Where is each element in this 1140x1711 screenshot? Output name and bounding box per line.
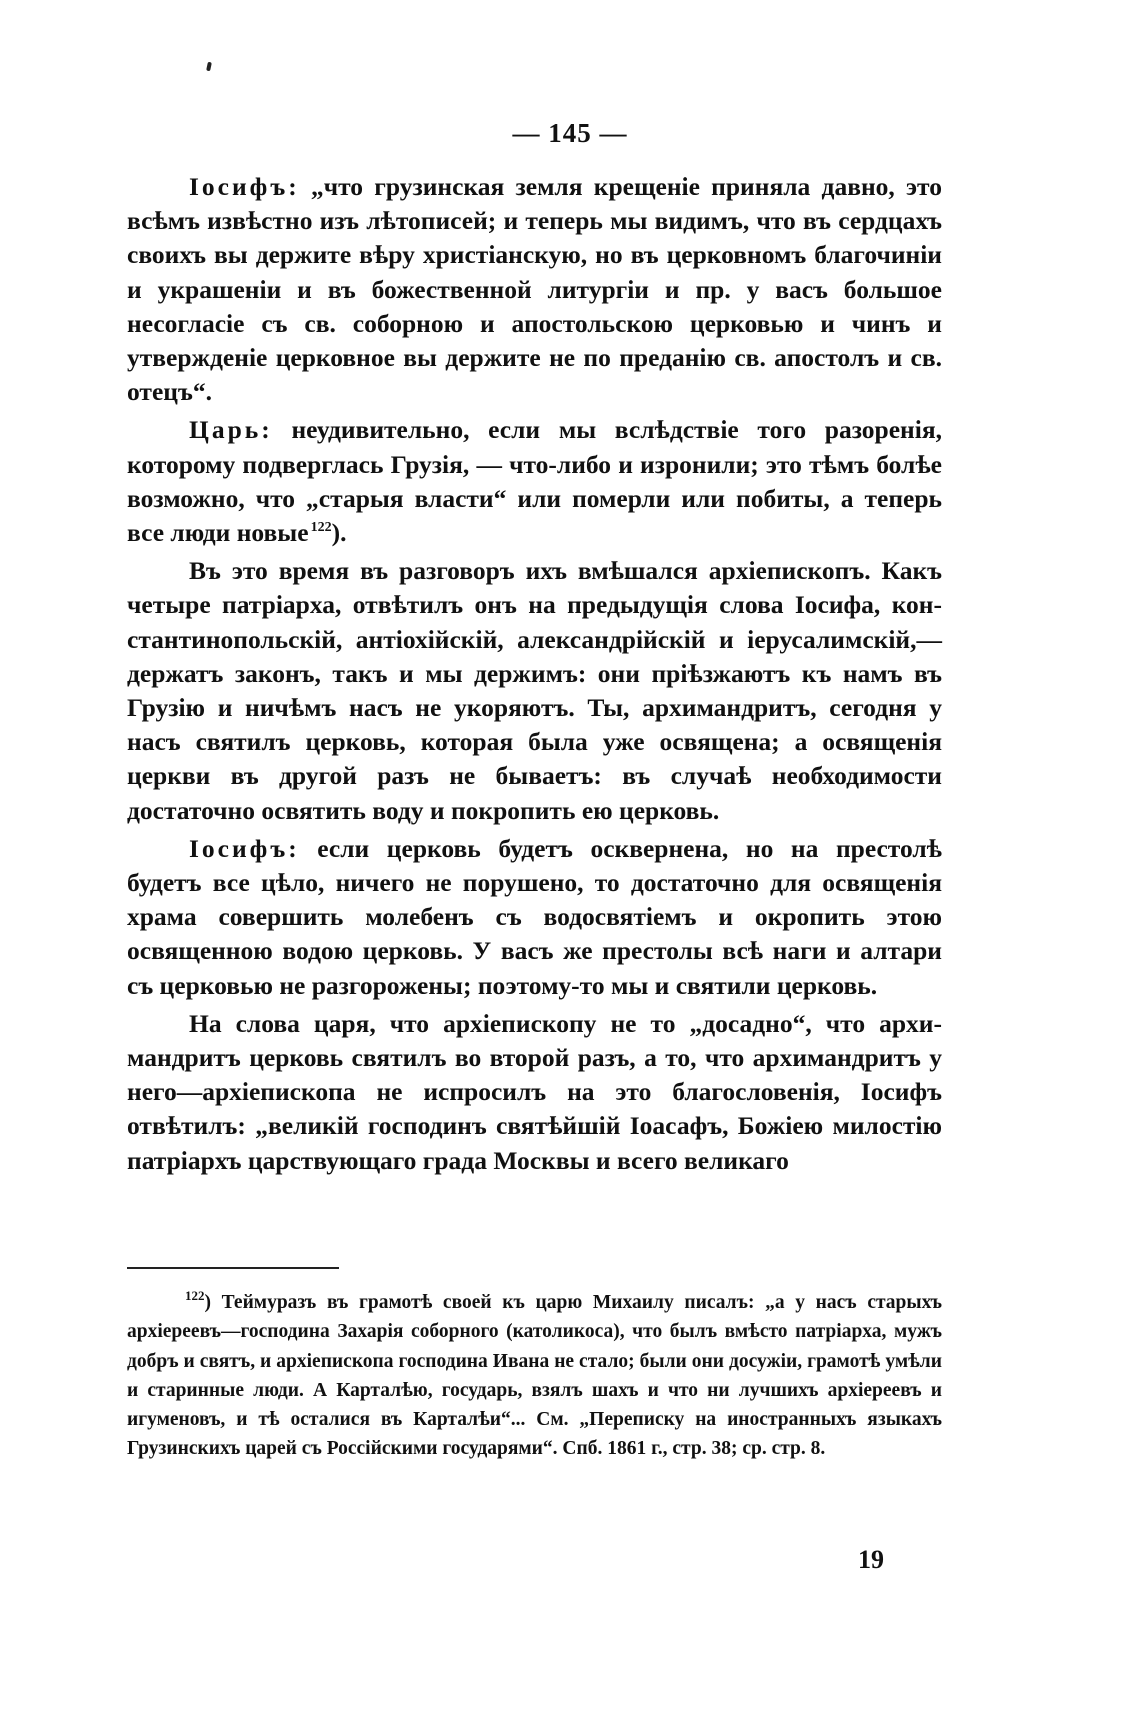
paragraph-4 xyxy=(127,832,942,1003)
footnote-marker: 122 xyxy=(185,1288,205,1303)
ink-speck xyxy=(206,62,212,72)
paragraph-1 xyxy=(127,170,942,409)
speaker-label: Іосифъ: xyxy=(189,172,300,201)
paragraph-text-end: ). xyxy=(331,518,347,548)
paragraph-text: Въ это время въ разговоръ ихъ вмѣшался архіепископъ. Какъ четыре патріарха, отвѣтилъ онъ на предыдущія слова Іосифа, константинопольскій, антіохійскій, александрійскій и іерусалимскій,— держатъ законъ, такъ и мы держимъ: они пріѣзжаютъ къ намъ въ Грузію и ничѣмъ насъ не укоряютъ. Ты, архимандритъ, сегодня у насъ святилъ церковь, которая была уже освящена; а освященія церкви въ другой разъ не бываетъ: въ случаѣ необходимости достаточно освятить воду и покропить ею церковь. xyxy=(127,556,942,825)
paragraph-text: если церковь будетъ осквернена, но на престолѣ будетъ все цѣло, ничего не порушено, то достаточно для освященія храма совершить молебенъ съ водосвятіемъ и окропить этою освященною водою церковь. У васъ же престолы всѣ наги и алтари съ церковью не разгорожены; поэтому-то мы и святили церковь. xyxy=(127,833,942,1000)
paragraph-text: На слова царя, что архіепископу не то „досадно“, что архимандритъ церковь святилъ во второй разъ, а то, что архимандритъ у него—архіепископа не испросилъ на это благословенія, Іосифъ отвѣтилъ: „великій господинъ святѣйшій Іоасафъ, Божіею милостію патріархъ царствующаго града Москвы и всего великаго xyxy=(127,1008,942,1175)
paragraph-3 xyxy=(127,554,942,828)
paragraph-text: „что грузинская земля крещеніе приняла давно, это всѣмъ извѣстно изъ лѣтописей; и теперь мы видимъ, что въ сердцахъ своихъ вы держите вѣру христіанскую, но въ церковномъ благочиніи и украшеніи и въ божественной литургіи и пр. у васъ большое несогласіе съ св. соборною и апостольскою церковью и чинъ и утвержденіе церковное вы держите не по преданію св. апостолъ и св. отецъ“. xyxy=(127,172,942,407)
footnote-reference: 122 xyxy=(310,520,332,536)
page-number: — 145 — xyxy=(512,118,628,148)
signature-mark: 19 xyxy=(858,1545,884,1574)
paragraph-2 xyxy=(127,413,942,550)
footnote-divider xyxy=(127,1267,339,1269)
paragraph-5 xyxy=(127,1007,942,1178)
footnote-text: ) Теймуразъ въ грамотѣ своей къ царю Михаилу писалъ: „а у насъ старыхъ архіереевъ—господина Захарія соборного (католикоса), что былъ вмѣсто патріарха, мужъ добръ и святъ, и архіепископа господина Ивана не стало; были они досужіи, грамотѣ умѣли и старинные люди. А Карталѣю, государь, взялъ шахъ и что ни лучшихъ архіереевъ и игуменовъ, и тѣ осталися въ Карталѣи“... См. „Переписку на иностранныхъ языкахъ Грузинскихъ царей съ Россійскими государями“. Спб. 1861 г., стр. 38; ср. стр. 8. xyxy=(127,1292,942,1460)
main-text xyxy=(127,170,942,1182)
footnote xyxy=(127,1288,942,1464)
paragraph-text: неудивительно, если мы вслѣдствіе того разоренія, которому подверглась Грузія, — что-либо и изронили; это тѣмъ болѣе возможно, что „старыя власти“ или померли или побиты, а теперь все люди новые xyxy=(127,415,942,548)
speaker-label: Іосифъ: xyxy=(189,833,300,863)
speaker-label: Царь: xyxy=(189,415,273,445)
